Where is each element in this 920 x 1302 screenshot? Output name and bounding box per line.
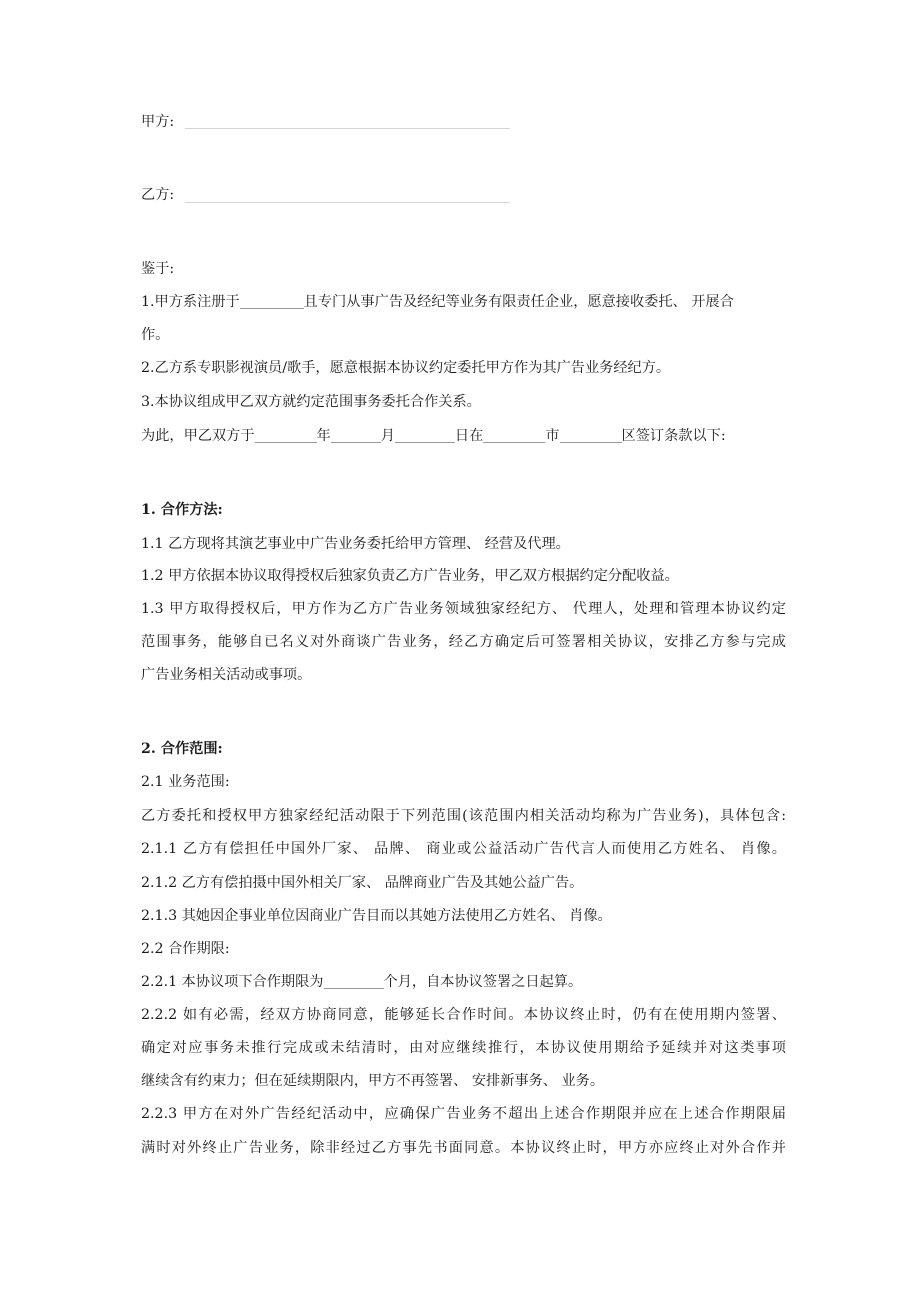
city-blank — [483, 428, 545, 443]
registration-place-blank — [240, 294, 304, 309]
whereas-item-3: 3.本协议组成甲乙双方就约定范围事务委托合作关系。 — [141, 394, 481, 410]
signing-day-label: 日在 — [454, 428, 484, 444]
clause-2-2-2-line-2: 确定对应事务未推行完成或未结清时，由对应继续推行，本协议使用期给予延续并对这类事项 — [141, 1040, 786, 1056]
clause-2-1: 2.1 业务范围: — [141, 774, 230, 790]
clause-2-1-3: 2.1.3 其她因企事业单位因商业广告目而以其她方法使用乙方姓名、 肖像。 — [141, 908, 612, 924]
clause-2-2-3-line-2: 满时对外终止广告业务，除非经过乙方事先书面同意。本协议终止时，甲方亦应终止对外合作并 — [141, 1140, 786, 1156]
clause-2-2-2-line-1: 2.2.2 如有必需，经双方协商同意，能够延长合作时间。本协议终止时，仍有在使用期内签署、 — [141, 1007, 786, 1023]
clause-2-2-2-line-3: 继续含有约束力；但在延续期限内，甲方不再签署、 安排新事务、 业务。 — [141, 1073, 605, 1089]
clause-2-2: 2.2 合作期限: — [141, 941, 230, 957]
party-a-fill-line — [185, 128, 510, 129]
whereas-item-1-part-b: 且专门从事广告及经纪等业务有限责任企业，愿意接收委托、 开展合 — [303, 294, 734, 310]
clause-2-1-1: 2.1.1 乙方有偿担任中国外厂家、 品牌、 商业或公益活动广告代言人而使用乙方姓名、 肖像。 — [141, 841, 786, 857]
whereas-item-1-part-a: 1.甲方系注册于 — [141, 294, 240, 310]
signing-line — [141, 426, 786, 446]
signing-text-post: 区签订条款以下: — [621, 428, 726, 444]
section-2-heading: 2. 合作范围: — [141, 741, 223, 757]
whereas-heading: 鉴于: — [141, 261, 175, 277]
clause-2-2-1-part-a: 2.2.1 本协议项下合作期限为 — [141, 974, 324, 990]
party-a-label: 甲方: — [141, 114, 175, 130]
signing-year-label: 年 — [316, 428, 331, 444]
section-1-heading: 1. 合作方法: — [141, 502, 223, 518]
whereas-item-2: 2.乙方系专职影视演员/歌手，愿意根据本协议约定委托甲方作为其广告业务经纪方。 — [141, 360, 671, 376]
clause-1-3-line-3: 广告业务相关活动或事项。 — [141, 667, 312, 683]
clause-2-2-1-part-b: 个月，自本协议签署之日起算。 — [383, 974, 583, 990]
district-blank — [560, 428, 622, 443]
clause-2-1-desc: 乙方委托和授权甲方独家经纪活动限于下列范围(该范围内相关活动均称为广告业务)，具体包含: — [141, 808, 786, 824]
clause-1-1: 1.1 乙方现将其演艺事业中广告业务委托给甲方管理、 经营及代理。 — [141, 536, 570, 552]
clause-2-2-3-line-1: 2.2.3 甲方在对外广告经纪活动中，应确保广告业务不超出上述合作期限并应在上述合作期限届 — [141, 1106, 786, 1122]
clause-2-1-2: 2.1.2 乙方有偿拍摄中国外相关厂家、 品牌商业广告及其她公益广告。 — [141, 875, 584, 891]
clause-1-3-line-2: 范围事务，能够自已名义对外商谈广告业务，经乙方确定后可签署相关协议，安排乙方参与完成 — [141, 634, 786, 650]
day-blank — [395, 428, 455, 443]
clause-2-2-1 — [141, 972, 786, 992]
month-blank — [331, 428, 381, 443]
clause-1-2: 1.2 甲方依据本协议取得授权后独家负责乙方广告业务，甲乙双方根据约定分配收益。 — [141, 568, 679, 584]
whereas-item-1-cont: 作。 — [141, 327, 170, 343]
whereas-item-1 — [141, 292, 786, 312]
year-blank — [255, 428, 317, 443]
signing-text-pre: 为此，甲乙双方于 — [141, 428, 255, 444]
party-b-label: 乙方: — [141, 187, 175, 203]
clause-1-3-line-1: 1.3 甲方取得授权后，甲方作为乙方广告业务领域独家经纪方、 代理人，处理和管理本协议约定 — [141, 601, 786, 617]
signing-city-label: 市 — [545, 428, 560, 444]
signing-month-label: 月 — [380, 428, 395, 444]
party-b-fill-line — [185, 202, 510, 203]
term-months-blank — [324, 974, 384, 989]
